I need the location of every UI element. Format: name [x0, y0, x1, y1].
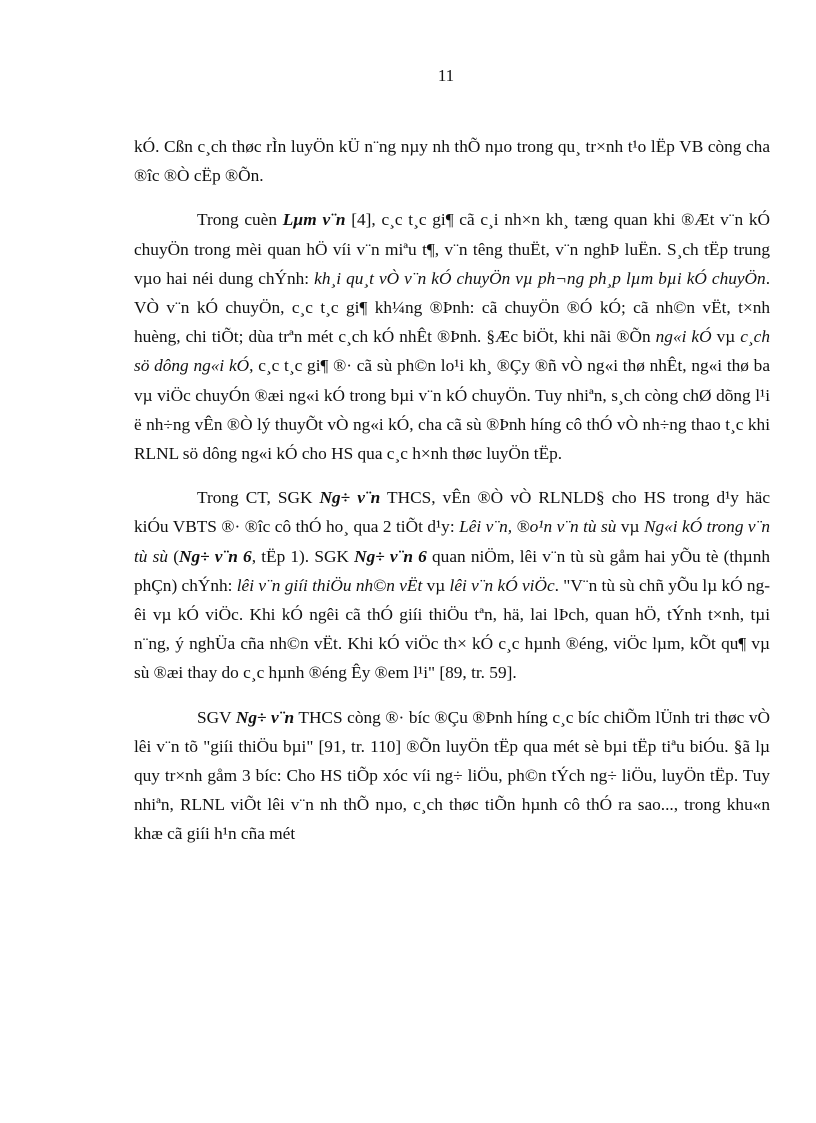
paragraph [134, 703, 770, 849]
paragraph [134, 205, 770, 468]
text-run: . "V¨n tù sù chñ yÕu lµ kÓ ngêi vµ kÓ viÖc. Khi kÓ ngêi cã thÓ giíi thiÖu tªn, hä, lai lÞch, quan hÖ, tÝnh t×nh, tµi n¨ng, ý nghÜa cña nh©n vËt. Khi kÓ viÖc th× kÓ c¸c hµnh ®éng, viÖc lµm, kÕt qu¶ vµ sù ®æi thay do c¸c hµnh ®éng Êy ®em l¹i" [89, tr. 59]. [134, 575, 770, 683]
emphasis-text: Lêi v¨n, ®o¹n v¨n tù sù [459, 517, 617, 537]
emphasis-text: Ng«i kÓ trong v¨n tù sù [134, 517, 770, 566]
emphasis-text: lêi v¨n giíi thiÖu nh©n vËt [236, 575, 423, 595]
paragraph [134, 483, 770, 687]
text-run: [4], c¸c t¸c gi¶ cã c¸i nh×n kh¸ tæng quan khi ®Æt v¨n kÓ chuyÖn trong mèi quan hÖ víi v¨n miªu t¶, v¨n têng thuËt, v¨n nghÞ luËn. S¸ch tËp trung vµo hai néi dung chÝnh: [134, 210, 771, 288]
book-title: Ng÷ v¨n [235, 707, 295, 727]
text-run: ( [168, 546, 179, 566]
text-run: THCS còng ®· bíc ®Çu ®Þnh híng c¸c bíc chiÕm lÜnh tri thøc vÒ lêi v¨n tõ "giíi thiÖu bµi" [91, tr. 110] ®Õn luyÖn tËp qua mét sè bµi tËp tiªu biÓu. §ã lµ quy tr×nh gåm 3 bíc: Cho HS tiÕp xóc víi ng÷ liÖu, ph©n tÝch ng÷ liÖu, luyÖn tËp. Tuy nhiªn, RLNL viÕt lêi v¨n nh thÕ nµo, c¸ch thøc tiÕn hµnh cô thÓ ra sao..., trong khu«n khæ cã giíi h¹n cña mét [134, 707, 770, 844]
book-title: Ng÷ v¨n 6 [178, 546, 252, 566]
text-run: SGV [197, 707, 236, 727]
text-run: vµ [422, 575, 450, 595]
emphasis-text: c¸ch sö dông ng«i kÓ [134, 327, 770, 376]
text-run: vµ [616, 517, 644, 537]
text-run: , c¸c t¸c gi¶ ®· cã sù ph©n lo¹i kh¸ ®Çy ®ñ vÒ ng«i thø nhÊt, ng«i thø ba vµ viÖc chuyÓn ®æi ng«i kÓ trong bµi v¨n kÓ chuyÖn. Tuy nhiªn, s¸ch còng chØ dõng l¹i ë nh÷ng vÊn ®Ò lý thuyÕt vÒ ng«i kÓ, cha cã sù ®Þnh híng cô thÓ vÒ nh÷ng thao t¸c khi RLNL sö dông ng«i kÓ cho HS qua c¸c h×nh thøc luyÖn tËp. [134, 356, 770, 464]
text-run: Trong CT, SGK [197, 488, 320, 508]
book-title: Lµm v¨n [282, 210, 346, 230]
text-run: THCS, vÊn ®Ò vÒ RLNLD§ cho HS trong d¹y häc kiÓu VBTS ®· ®îc cô thÓ ho¸ qua 2 tiÕt d¹y: [134, 488, 770, 537]
text-run: quan niÖm, lêi v¨n tù sù gåm hai yÕu tè (thµnh phÇn) chÝnh: [134, 546, 771, 595]
paragraph [134, 132, 770, 190]
emphasis-text: ng«i kÓ [655, 327, 712, 347]
emphasis-text: lêi v¨n kÓ viÖc [449, 575, 555, 595]
body-text [134, 132, 770, 849]
emphasis-text: kh¸i qu¸t vÒ v¨n kÓ chuyÖn vµ ph¬ng ph¸p lµm bµi kÓ chuyÖn [314, 268, 766, 288]
page-number: 11 [437, 66, 455, 85]
text-run: . VÒ v¨n kÓ chuyÖn, c¸c t¸c gi¶ kh¼ng ®Þnh: cã chuyÖn ®Ó kÓ; cã nh©n vËt, t×nh huèng, chi tiÕt; dùa trªn mét c¸ch kÓ nhÊt ®Þnh. §Æc biÖt, khi nãi ®Õn [134, 268, 771, 347]
text-run: , tËp 1). SGK [251, 546, 355, 566]
text-run: vµ [711, 327, 741, 347]
text-run: Trong cuèn [197, 210, 283, 230]
text-run: kÓ. Cßn c¸ch thøc rÌn luyÖn kÜ n¨ng nµy nh thÕ nµo trong qu¸ tr×nh t¹o lËp VB còng cha ®îc ®Ò cËp ®Õn. [134, 137, 770, 186]
book-title: Ng÷ v¨n 6 [354, 546, 427, 566]
book-title: Ng÷ v¨n [319, 488, 381, 508]
